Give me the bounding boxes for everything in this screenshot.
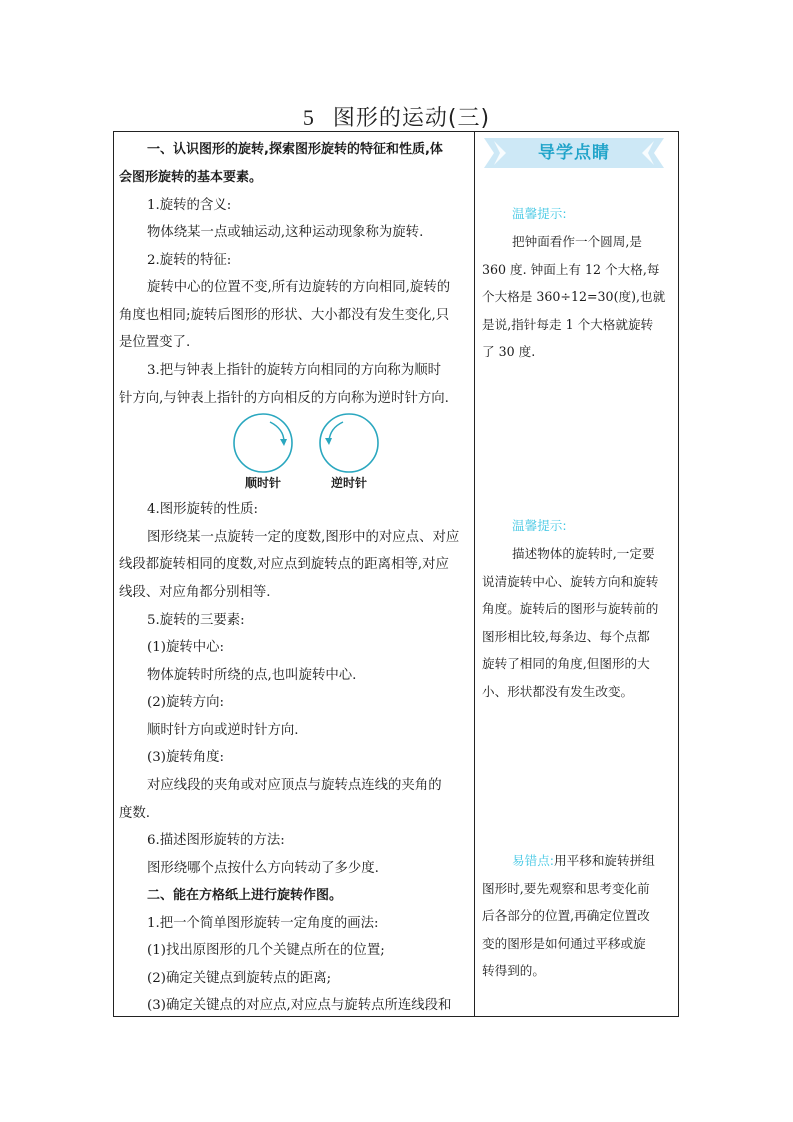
text-line: 顺时针方向或逆时针方向.	[147, 723, 299, 738]
guide-banner	[484, 138, 664, 168]
tip-line: 个大格是 360÷12=30(度),也就	[482, 289, 666, 304]
error-tip-line: 易错点:用平移和旋转拼组	[512, 853, 655, 868]
text-line: 1.旋转的含义:	[147, 198, 232, 213]
content-table	[113, 131, 679, 1017]
clockwise-label: 顺时针	[244, 476, 281, 490]
text-line: 3.把与钟表上指针的旋转方向相同的方向称为顺时	[147, 363, 441, 378]
text-line: 是位置变了.	[119, 335, 191, 350]
tip-line: 把钟面看作一个圆周,是	[512, 234, 642, 249]
tip-heading: 温馨提示:	[512, 206, 567, 221]
tip-line: 变的图形是如何通过平移或旋	[482, 936, 646, 951]
tip-line: 360 度. 钟面上有 12 个大格,每	[482, 262, 660, 277]
text-line: 度数.	[119, 806, 151, 821]
tip-line: 旋转了相同的角度,但图形的大	[482, 656, 650, 671]
text-line: (3)旋转角度:	[147, 750, 225, 765]
text-line: 1.把一个简单图形旋转一定角度的画法:	[147, 916, 379, 931]
text-line: 线段、对应角都分别相等.	[119, 585, 271, 600]
clockwise-figure	[232, 412, 294, 490]
text-line: 图形绕某一点旋转一定的度数,图形中的对应点、对应	[147, 530, 460, 545]
tip-line: 描述物体的旋转时,一定要	[512, 546, 655, 561]
banner-title: 导学点睛	[538, 143, 610, 163]
counterclockwise-circle-icon	[318, 412, 380, 474]
heading-line: 会图形旋转的基本要素。	[119, 170, 263, 185]
text-line: (1)旋转中心:	[147, 640, 225, 655]
text-line: (1)找出原图形的几个关键点所在的位置;	[147, 943, 385, 958]
tip-line: 了 30 度.	[482, 344, 536, 359]
counterclockwise-figure	[318, 412, 380, 490]
text-line: 角度也相同;旋转后图形的形状、大小都没有发生变化,只	[119, 308, 450, 323]
text-line: (2)旋转方向:	[147, 695, 225, 710]
tip-line: 转得到的。	[482, 963, 545, 978]
text-line: 线段都旋转相同的度数,对应点到旋转点的距离相等,对应	[119, 557, 449, 572]
page-title	[0, 101, 793, 132]
clockwise-circle-icon	[232, 412, 294, 474]
error-tip-heading: 易错点:	[512, 853, 555, 868]
counterclockwise-label: 逆时针	[330, 476, 367, 490]
text-line: 旋转中心的位置不变,所有边旋转的方向相同,旋转的	[147, 280, 451, 295]
section-number: 5	[302, 105, 315, 130]
text-line: 4.图形旋转的性质:	[147, 502, 259, 517]
text-line: 6.描述图形旋转的方法:	[147, 833, 285, 848]
column-divider	[474, 132, 475, 1016]
tip-line: 图形时,要先观察和思考变化前	[482, 881, 650, 896]
tip-line: 图形相比较,每条边、每个点都	[482, 629, 650, 644]
text-line: 2.旋转的特征:	[147, 253, 232, 268]
section-title: 图形的运动(三)	[332, 106, 491, 131]
text-line: (3)确定关键点的对应点,对应点与旋转点所连线段和	[147, 998, 452, 1013]
tip-line: 小、形状都没有发生改变。	[482, 684, 634, 699]
heading-line: 一、认识图形的旋转,探索图形旋转的特征和性质,体	[147, 142, 443, 157]
text-line: 图形绕哪个点按什么方向转动了多少度.	[147, 861, 379, 876]
rotation-direction-figures	[232, 412, 392, 492]
tip-line: 说清旋转中心、旋转方向和旋转	[482, 574, 659, 589]
text-line: 对应线段的夹角或对应顶点与旋转点连线的夹角的	[147, 778, 442, 793]
text-line: 物体绕某一点或轴运动,这种运动现象称为旋转.	[147, 225, 424, 240]
tip-line: 后各部分的位置,再确定位置改	[482, 908, 650, 923]
tip-line: 是说,指针每走 1 个大格就旋转	[482, 317, 654, 332]
tip-line: 角度。旋转后的图形与旋转前的	[482, 601, 659, 616]
text-line: 物体旋转时所绕的点,也叫旋转中心.	[147, 668, 357, 683]
heading-line: 二、能在方格纸上进行旋转作图。	[147, 888, 343, 903]
text-line: 针方向,与钟表上指针的方向相反的方向称为逆时针方向.	[119, 391, 449, 406]
tip-heading: 温馨提示:	[512, 518, 567, 533]
text-line: 5.旋转的三要素:	[147, 613, 245, 628]
text-line: (2)确定关键点到旋转点的距离;	[147, 971, 332, 986]
